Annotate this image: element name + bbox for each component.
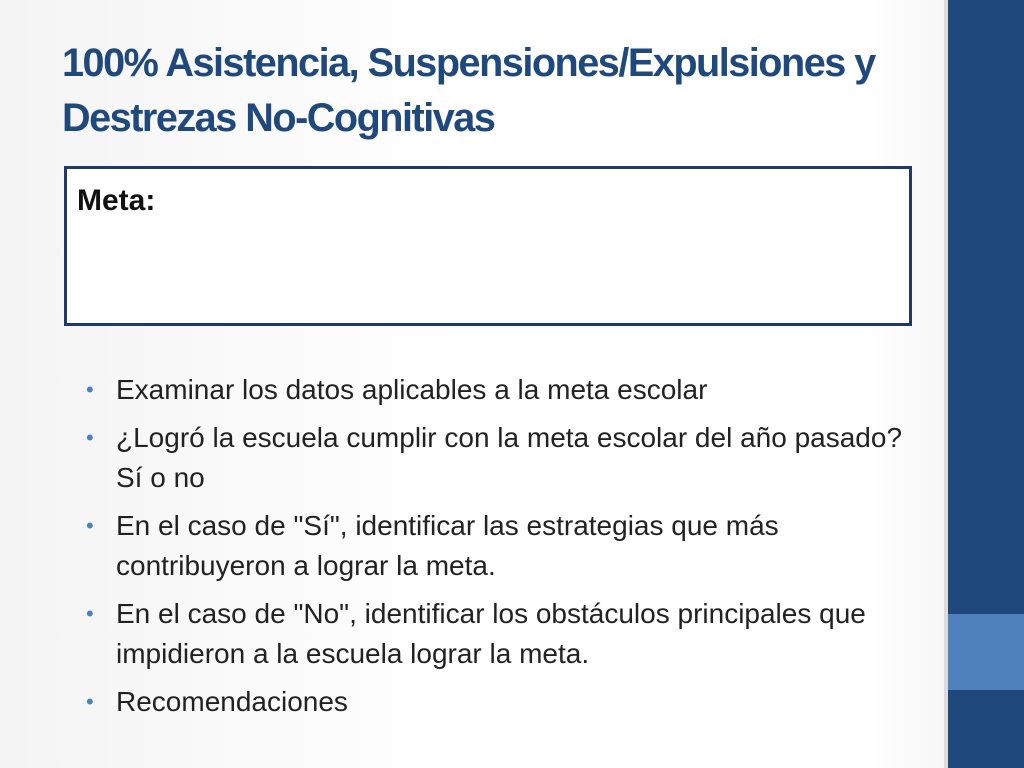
bullet-text: Examinar los datos aplicables a la meta escolar <box>116 374 708 405</box>
bullet-icon: • <box>86 689 94 714</box>
bullet-item <box>86 370 906 410</box>
bullet-item <box>86 506 906 586</box>
bullet-item <box>86 418 906 498</box>
bullet-item <box>86 682 906 722</box>
meta-box <box>64 166 912 326</box>
bullet-text: En el caso de "No", identificar los obstáculos principales que impidieron a la escuela lograr la meta. <box>116 598 866 669</box>
bullet-icon: • <box>86 377 94 402</box>
bullet-icon: • <box>86 513 94 538</box>
bullet-text: En el caso de "Sí", identificar las estrategias que más contribuyeron a lograr la meta. <box>116 510 779 581</box>
decorative-sidebar-accent <box>948 614 1024 690</box>
bullet-item <box>86 594 906 674</box>
bullet-text: Recomendaciones <box>116 686 348 717</box>
bullet-icon: • <box>86 601 94 626</box>
meta-label: Meta: <box>77 184 156 217</box>
bullet-text: ¿Logró la escuela cumplir con la meta escolar del año pasado? Sí o no <box>116 422 903 493</box>
slide-title: 100% Asistencia, Suspensiones/Expulsiones y Destrezas No-Cognitivas <box>62 41 875 140</box>
bullet-icon: • <box>86 425 94 450</box>
bullet-list <box>86 370 906 730</box>
